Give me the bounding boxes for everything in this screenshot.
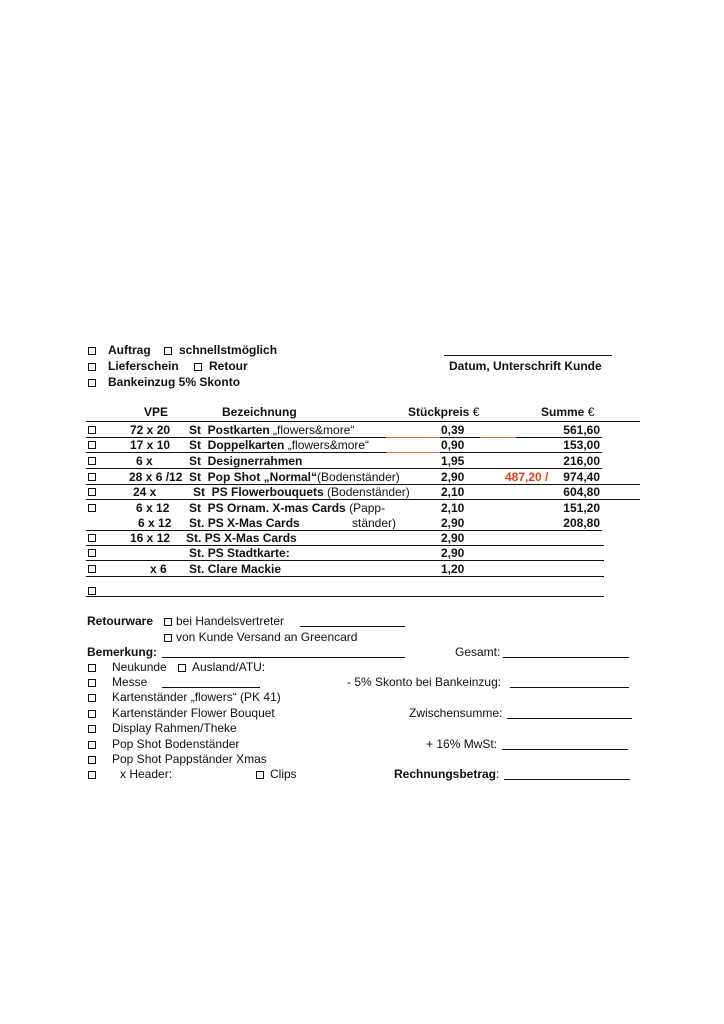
lieferschein-checkbox[interactable] <box>88 363 96 371</box>
row-summe: 208,80 <box>563 516 600 530</box>
row-summe: 974,40 <box>563 470 600 484</box>
skonto-label: - 5% Skonto bei Bankeinzug: <box>347 675 502 689</box>
kartenstaender-flowers-checkbox[interactable] <box>88 694 96 702</box>
header-label: x Header: <box>120 767 173 781</box>
rechnungsbetrag-label: Rechnungsbetrag: <box>394 767 500 781</box>
row-bezeichnung: St Designerrahmen <box>189 454 303 468</box>
popshot-boden-label: Pop Shot Bodenständer <box>112 737 240 751</box>
row-checkbox[interactable] <box>88 457 96 465</box>
row-checkbox[interactable] <box>88 488 96 496</box>
retour-option-greencard[interactable]: von Kunde Versand an Greencard <box>164 630 357 644</box>
header-rule <box>86 421 640 422</box>
row-preis: 1,95 <box>441 454 465 468</box>
popshot-papp-checkbox[interactable] <box>88 756 96 764</box>
gesamt-line[interactable] <box>503 657 629 658</box>
bankeinzug-checkbox[interactable] <box>88 379 96 387</box>
row-vpe: 16 x 12 <box>130 531 171 545</box>
row-bezeichnung: St. Clare Mackie <box>189 562 282 576</box>
skonto-line[interactable] <box>510 687 629 688</box>
retour-option-handelsvertreter[interactable]: bei Handelsvertreter <box>164 614 284 628</box>
gesamt-label: Gesamt: <box>455 645 501 659</box>
col-stueckpreis: Stückpreis € <box>408 405 480 419</box>
messe-line[interactable] <box>162 687 260 688</box>
auftrag-checkbox[interactable] <box>88 347 96 355</box>
schnell-label: schnellstmöglich <box>179 343 278 357</box>
row-vpe: 28 x 6 /12 <box>129 470 183 484</box>
popshot-boden-checkbox[interactable] <box>88 741 96 749</box>
row-line <box>86 596 604 597</box>
zwischensumme-line[interactable] <box>507 718 632 719</box>
popshot-papp-label: Pop Shot Pappständer Xmas <box>112 752 267 766</box>
row-line <box>86 468 602 469</box>
header-checkbox[interactable] <box>88 771 96 779</box>
row-preis: 0,90 <box>441 438 465 452</box>
neukunde-checkbox[interactable] <box>88 664 96 672</box>
row-bezeichnung: St PS Flowerbouquets (Bodenständer) <box>193 485 410 499</box>
row-preis: 1,20 <box>441 562 465 576</box>
row-line <box>86 499 640 500</box>
signature-line[interactable] <box>444 355 612 356</box>
row-vpe: x 6 <box>150 562 167 576</box>
row-summe: 604,80 <box>563 485 600 499</box>
row-bezeichnung: St. PS Stadtkarte: <box>189 546 290 560</box>
row-summe: 561,60 <box>563 423 600 437</box>
greencard-checkbox[interactable] <box>164 634 172 642</box>
mwst-label: + 16% MwSt: <box>426 737 498 751</box>
row-vpe: 17 x 10 <box>130 438 171 452</box>
row-vpe: 24 x <box>133 485 157 499</box>
row-bezeichnung: St. PS X-Mas Cards <box>189 516 300 530</box>
row-checkbox[interactable] <box>88 565 96 573</box>
row-preis: 2,90 <box>441 531 465 545</box>
col-bezeichnung: Bezeichnung <box>222 405 297 419</box>
kartenstaender-bouquet-label: Kartenständer Flower Bouquet <box>112 706 275 720</box>
row-bezeichnung: St PS Ornam. X-mas Cards (Papp- <box>189 501 386 515</box>
retourware-label: Retourware <box>87 614 154 628</box>
messe-label: Messe <box>112 675 148 689</box>
retour-label: Retour <box>209 359 248 373</box>
row-checkbox[interactable] <box>88 441 96 449</box>
row-checkbox[interactable] <box>88 504 96 512</box>
row-vpe: 6 x 12 <box>136 501 170 515</box>
row-checkbox[interactable] <box>88 534 96 542</box>
row-suffix: ständer) <box>352 516 397 530</box>
row-preis: 2,90 <box>441 516 465 530</box>
zwischensumme-label: Zwischensumme: <box>409 706 503 720</box>
row-summe: 216,00 <box>563 454 600 468</box>
row-vpe: 6 x 12 <box>138 516 172 530</box>
kartenstaender-flowers-label: Kartenständer „flowers“ (PK 41) <box>112 690 281 704</box>
bemerkung-line[interactable] <box>162 657 405 658</box>
bankeinzug-label: Bankeinzug 5% Skonto <box>108 375 241 389</box>
row-checkbox[interactable] <box>88 426 96 434</box>
rechnungsbetrag-line[interactable] <box>504 779 630 780</box>
row-bezeichnung: St Pop Shot „Normal“(Bodenständer) <box>189 470 400 484</box>
schnell-checkbox[interactable] <box>164 347 172 355</box>
row-preis: 2,90 <box>441 470 465 484</box>
row-summe: 153,00 <box>563 438 600 452</box>
row-bezeichnung: St. PS X-Mas Cards <box>186 531 297 545</box>
row-checkbox[interactable] <box>88 549 96 557</box>
row-vpe: 72 x 20 <box>130 423 171 437</box>
display-checkbox[interactable] <box>88 725 96 733</box>
row-summe: 151,20 <box>563 501 600 515</box>
row-checkbox[interactable] <box>88 473 96 481</box>
row-line-red <box>386 452 440 453</box>
lieferschein-label: Lieferschein <box>108 359 179 373</box>
row-vpe: 6 x <box>136 454 153 468</box>
clips-label: Clips <box>270 767 297 781</box>
ausland-checkbox[interactable] <box>178 664 186 672</box>
row-line-red <box>480 437 516 438</box>
row-line <box>440 452 602 453</box>
col-summe: Summe € <box>541 405 595 419</box>
row-extra-sum: 487,20 / <box>505 470 549 484</box>
ausland-label: Ausland/ATU: <box>192 660 266 674</box>
row-line <box>86 545 604 546</box>
row-preis: 0,39 <box>441 423 465 437</box>
kartenstaender-bouquet-checkbox[interactable] <box>88 710 96 718</box>
auftrag-label: Auftrag <box>108 343 151 357</box>
row-bezeichnung: St Postkarten „flowers&more“ <box>189 423 355 437</box>
messe-checkbox[interactable] <box>88 679 96 687</box>
row-line <box>86 560 604 561</box>
col-vpe: VPE <box>144 405 169 419</box>
datum-label: Datum, Unterschrift Kunde <box>449 359 602 373</box>
neukunde-label: Neukunde <box>112 660 167 674</box>
handelsvertreter-checkbox[interactable] <box>164 618 172 626</box>
retour-checkbox[interactable] <box>194 363 202 371</box>
row-line <box>86 576 604 577</box>
mwst-line[interactable] <box>502 749 628 750</box>
row-preis: 2,10 <box>441 485 465 499</box>
row-line <box>86 452 386 453</box>
row-bezeichnung: St Doppelkarten „flowers&more“ <box>189 438 370 452</box>
row-preis: 2,90 <box>441 546 465 560</box>
row-preis: 2,10 <box>441 501 465 515</box>
row-checkbox[interactable] <box>88 587 96 595</box>
row-line-red <box>386 437 440 438</box>
clips-checkbox[interactable] <box>256 771 264 779</box>
handelsvertreter-line[interactable] <box>300 626 405 627</box>
display-label: Display Rahmen/Theke <box>112 721 237 735</box>
bemerkung-label: Bemerkung: <box>87 645 158 659</box>
